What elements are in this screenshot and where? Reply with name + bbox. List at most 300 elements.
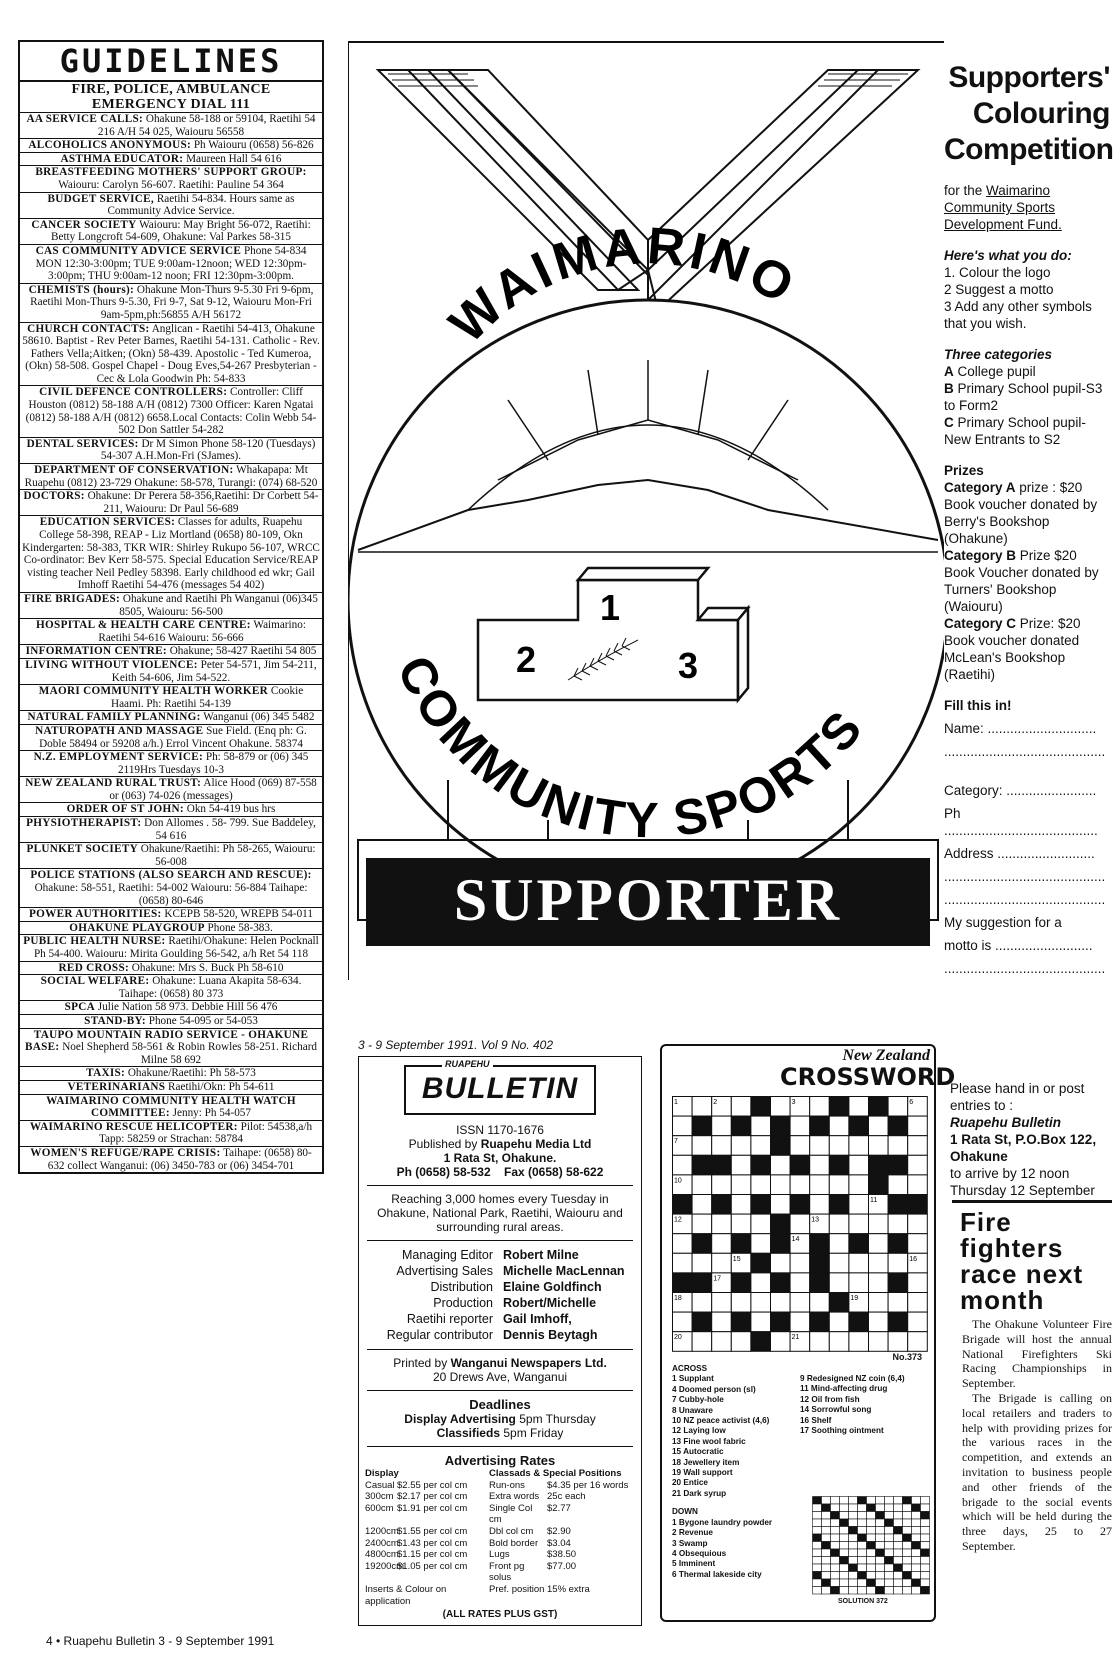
white-cell (869, 1312, 889, 1332)
solution-cell (822, 1572, 831, 1580)
across-clue: 17 Soothing ointment (800, 1426, 884, 1436)
solution-cell (840, 1519, 849, 1527)
solution-cell (867, 1564, 876, 1572)
guideline-text: Anglican - Raetihi 54-413, Ohakune 58610. Baptist - Rev Peter Barnes, Raetihi 54-131. Catholic - Rev. Fathers Vella;Aitken; (Okn) 58-439. Apostolic - Ted Kumeroa, (Okn) 58-508. Gospel Chapel - Doug Eves,54-267 Presbyterian - Cec & Lola Goodwin Ph: 54-833 (22, 322, 320, 385)
white-cell (810, 1332, 830, 1352)
guidelines-panel (18, 40, 324, 1174)
solution-cell (831, 1542, 840, 1550)
solution-cell (858, 1542, 867, 1550)
solution-cell (912, 1534, 921, 1542)
white-cell (790, 1214, 810, 1234)
guideline-text: Waiouru: Carolyn 56-607. Raetihi: Pauline 54 364 (58, 178, 284, 191)
solution-cell (831, 1557, 840, 1565)
prize-b: Category B Prize $20 Book Voucher donated by Turners' Bookshop (Waiouru) (944, 548, 1099, 614)
white-cell (673, 1155, 693, 1175)
white-cell (771, 1175, 791, 1195)
bulletin-info-box (358, 1056, 642, 1626)
solution-cell (822, 1549, 831, 1557)
solution-cell (849, 1534, 858, 1542)
white-cell (790, 1273, 810, 1293)
guideline-title: ALCOHOLICS ANONYMOUS: (28, 139, 192, 152)
black-cell (849, 1312, 869, 1332)
solution-cell (894, 1564, 903, 1572)
down-clue: 2 Revenue (672, 1528, 713, 1538)
staff-role: Distribution (430, 1280, 493, 1294)
solution-cell (849, 1587, 858, 1595)
guideline-title: SOCIAL WELFARE: (40, 975, 150, 988)
solution-cell (822, 1587, 831, 1595)
white-cell (869, 1253, 889, 1273)
black-cell (771, 1116, 791, 1136)
solution-cell (876, 1587, 885, 1595)
cell-number: 16 (909, 1255, 917, 1263)
across-clue: 16 Shelf (800, 1415, 832, 1425)
solution-cell (876, 1512, 885, 1520)
cell-number: 15 (732, 1255, 741, 1263)
black-cell (829, 1293, 849, 1313)
solution-cell (840, 1564, 849, 1572)
guideline-entry (20, 1029, 322, 1068)
guideline-text: Raetihi/Okn: Ph 54-611 (165, 1080, 275, 1093)
address-field-cont[interactable]: ........................................... (944, 869, 1106, 884)
white-cell (908, 1273, 928, 1293)
black-cell (751, 1253, 771, 1273)
guideline-title: PHYSIOTHERAPIST: (26, 817, 142, 830)
guideline-title: FIRE, POLICE, AMBULANCE EMERGENCY DIAL 111 (71, 82, 271, 112)
white-cell (771, 1195, 791, 1215)
white-cell (790, 1253, 810, 1273)
guideline-title: OHAKUNE PLAYGROUP (69, 921, 205, 934)
guideline-text: Ph Waiouru (0658) 56-826 (191, 139, 314, 152)
guideline-text: Sue Field. (Enq ph: G. Doble 58494 or 59208 a/h.) Errol Vincent Ohakune. 58374 (39, 724, 307, 750)
white-cell (751, 1273, 771, 1293)
white-cell (731, 1293, 751, 1313)
solution-cell (876, 1579, 885, 1587)
solution-cell (876, 1497, 885, 1505)
solution-cell (867, 1504, 876, 1512)
white-cell (888, 1332, 908, 1352)
guideline-text: Okn 54-419 bus hrs (183, 803, 276, 816)
cell-number: 7 (674, 1138, 678, 1146)
guideline-text: Controller: Cliff Houston (0812) 58-188 A/H (0812) 7300 Officer: Karen Ngatai (0812) 58-188 A/H (0812) 6658.Local Contacts: Colin Webb 54-502 Don Sattler 54-282 (25, 386, 317, 437)
entry-instructions: Please hand in or post entries to : Ruapehu Bulletin 1 Rata St, P.O.Box 122, Ohakune to arrive by 12 noon Thursday 12 September (950, 1080, 1110, 1199)
rate-cell: Front pg solus (489, 1560, 525, 1584)
white-cell (712, 1253, 732, 1273)
cell-number: 21 (791, 1334, 800, 1342)
solution-cell (813, 1519, 822, 1527)
solution-cell (885, 1572, 894, 1580)
white-cell (908, 1234, 928, 1254)
white-cell (673, 1234, 693, 1254)
solution-cell (894, 1557, 903, 1565)
guideline-title: NATURAL FAMILY PLANNING: (27, 711, 201, 724)
white-cell (673, 1253, 693, 1273)
white-cell (751, 1293, 771, 1313)
solution-cell (858, 1549, 867, 1557)
across-clue: 14 Sorrowful song (800, 1405, 872, 1415)
white-cell (771, 1097, 791, 1117)
guideline-title: WOMEN'S REFUGE/RAPE CRISIS: (30, 1146, 221, 1159)
across-clue: 15 Autocratic (672, 1447, 724, 1457)
guideline-text: Taihape: (0658) 80-632 collect Wanganui: (06) 3450-783 or (06) 3454-701 (47, 1146, 312, 1172)
display-deadline: Display Advertising 5pm Thursday (404, 1412, 596, 1426)
rate-cell: 25c each (547, 1491, 586, 1503)
guideline-title: STAND-BY: (84, 1014, 146, 1027)
solution-cell (903, 1534, 912, 1542)
solution-cell (921, 1504, 930, 1512)
guideline-text: Ohakune/Raetihi: Ph 58-265, Waiouru: 56-008 (137, 843, 316, 868)
solution-cell (921, 1527, 930, 1535)
rates-col-classads: Classads & Special Positions (489, 1468, 622, 1479)
white-cell (751, 1175, 771, 1195)
guideline-title: DOCTORS: (23, 490, 85, 503)
black-cell (692, 1116, 712, 1136)
white-cell (712, 1175, 732, 1195)
guideline-title: PUBLIC HEALTH NURSE: (23, 935, 166, 948)
solution-cell (903, 1579, 912, 1587)
white-cell (790, 1136, 810, 1156)
white-cell (849, 1097, 869, 1117)
solution-cell (849, 1564, 858, 1572)
crossword-grid[interactable] (672, 1096, 930, 1352)
solution-cell (840, 1527, 849, 1535)
guideline-text: Dr M Simon Phone 58-120 (Tuesdays) 54-307 A.H.Mon-Fri (SJames). (100, 437, 316, 463)
issn: ISSN 1170-1676 (456, 1123, 544, 1137)
white-cell (692, 1195, 712, 1215)
black-cell (731, 1234, 751, 1254)
white-cell (712, 1136, 732, 1156)
solution-cell (849, 1557, 858, 1565)
white-cell (869, 1136, 889, 1156)
fund-name: Waimarino Community Sports Development Fund. (944, 183, 1062, 232)
fire-headline: Fire fighters race next month (960, 1207, 1084, 1315)
guideline-entry (20, 908, 322, 922)
guideline-text: Waimarino: Raetihi 54-616 Waiouru: 56-666 (98, 619, 306, 644)
name-field-cont[interactable]: ........................................... (944, 744, 1106, 759)
guideline-title: CHURCH CONTACTS: (27, 322, 150, 335)
motto-field[interactable]: motto is .......................... (944, 938, 1093, 953)
solution-cell (894, 1572, 903, 1580)
crossword-panel (660, 1044, 956, 1622)
guideline-entry (20, 777, 322, 803)
white-cell (908, 1116, 928, 1136)
solution-cell (885, 1587, 894, 1595)
solution-cell (894, 1504, 903, 1512)
solution-cell (921, 1579, 930, 1587)
cell-number: 14 (791, 1236, 800, 1244)
black-cell (771, 1234, 791, 1254)
paper-name: Ruapehu Bulletin (950, 1115, 1061, 1130)
guideline-title: LIVING WITHOUT VIOLENCE: (25, 658, 198, 671)
across-clue: 7 Cubby-hole (672, 1395, 724, 1405)
crossword-number: No.373 (892, 1352, 922, 1362)
white-cell (849, 1214, 869, 1234)
white-cell (869, 1234, 889, 1254)
address-field[interactable]: Address .......................... (944, 846, 1095, 861)
guideline-entry (20, 1095, 322, 1121)
solution-cell (885, 1504, 894, 1512)
cell-number: 19 (850, 1295, 859, 1302)
guideline-title: CANCER SOCIETY (31, 218, 137, 231)
solution-cell (885, 1527, 894, 1535)
rate-cell: Dbl col cm (489, 1525, 534, 1537)
white-cell (829, 1116, 849, 1136)
black-cell (810, 1116, 830, 1136)
classified-deadline: Classifieds 5pm Friday (436, 1426, 564, 1440)
solution-cell (822, 1519, 831, 1527)
guideline-text: Phone 58-383. (204, 921, 273, 934)
motto-field-cont[interactable]: ........................................... (944, 961, 1106, 976)
solution-cell (858, 1504, 867, 1512)
black-cell (810, 1312, 830, 1332)
solution-cell (912, 1504, 921, 1512)
solution-cell (921, 1549, 930, 1557)
competition-intro: for the Waimarino Community Sports Development Fund. (944, 183, 1062, 232)
black-cell (731, 1312, 751, 1332)
white-cell (692, 1214, 712, 1234)
solution-cell (885, 1534, 894, 1542)
guideline-title: MAORI COMMUNITY HEALTH WORKER (38, 685, 269, 698)
guideline-text: Ph: 58-879 or (06) 345 2119Hrs Tuesdays 10-3 (118, 751, 309, 776)
across-heading: ACROSS (672, 1364, 708, 1373)
page-footer: 4 • Ruapehu Bulletin 3 - 9 September 1991 (46, 1634, 275, 1648)
guideline-text: Ohakune 58-188 or 59104, Raetihi 54 216 A/H 54 025, Waiouru 56558 (97, 113, 316, 138)
solution-cell (858, 1579, 867, 1587)
address-field-cont2[interactable]: ........................................... (944, 892, 1106, 907)
phone-field[interactable]: Ph ......................................... (944, 806, 1098, 838)
solution-cell (903, 1564, 912, 1572)
bulletin-masthead: RUAPEHU BULLETIN (404, 1065, 596, 1115)
solution-cell (894, 1527, 903, 1535)
white-cell (790, 1293, 810, 1313)
guideline-text: Cookie Haami. Ph: Raetihi 54-139 (111, 685, 304, 710)
printer-address: 20 Drews Ave, Wanganui (432, 1370, 568, 1384)
dateline: 3 - 9 September 1991. Vol 9 No. 402 (358, 1038, 554, 1052)
solution-cell (903, 1497, 912, 1505)
solution-label: SOLUTION 372 (838, 1598, 888, 1605)
guideline-entry (20, 711, 322, 725)
black-cell (888, 1155, 908, 1175)
competition-panel (944, 60, 1114, 977)
solution-cell (921, 1534, 930, 1542)
guideline-text: Ohakune and Raetihi Ph Wanganui (06)345 8505, Waiouru: 56-500 (119, 592, 318, 618)
guideline-text: Raetihi/Ohakune: Helen Pocknall Ph 54-400. Waiouru: Mirita Goulding 56-542, a/h Ret 54 118 (33, 935, 319, 960)
white-cell (712, 1312, 732, 1332)
step-3: 3 Add any other symbols that you wish. (944, 299, 1092, 331)
guideline-entry (20, 1147, 322, 1172)
white-cell (908, 1214, 928, 1234)
rate-cell: 300cm (365, 1491, 394, 1503)
solution-cell (840, 1572, 849, 1580)
guideline-entry (20, 685, 322, 711)
solution-cell (858, 1519, 867, 1527)
white-cell (692, 1136, 712, 1156)
guideline-title: BUDGET SERVICE, (47, 192, 155, 205)
solution-cell (831, 1534, 840, 1542)
guideline-entry (20, 153, 322, 167)
staff-role: Managing Editor (401, 1248, 493, 1262)
fire-paragraph-2: The Brigade is calling on local retailers and traders to help with providing prizes for the various races in the competition, and extends an invitation to business people and other friends of the brigade to the social events which will be held during the three days, 25 to 27 September. (962, 1390, 1112, 1553)
white-cell (771, 1293, 791, 1313)
guideline-text: Raetihi 54-834. Hours same as Community Advice Service. (107, 192, 295, 218)
name-field[interactable]: Name: ............................. (944, 721, 1097, 736)
solution-cell (822, 1557, 831, 1565)
white-cell (829, 1175, 849, 1195)
white-cell (673, 1312, 693, 1332)
solution-cell (903, 1572, 912, 1580)
guideline-entry (20, 803, 322, 817)
white-cell (908, 1136, 928, 1156)
guideline-entry (20, 751, 322, 777)
solution-cell (867, 1497, 876, 1505)
white-cell (829, 1312, 849, 1332)
across-clue: 4 Doomed person (sl) (672, 1384, 756, 1394)
step-2: 2 Suggest a motto (944, 282, 1054, 297)
guideline-title: CAS COMMUNITY ADVICE SERVICE (35, 244, 242, 257)
guideline-entry (20, 139, 322, 153)
guideline-text: Phone 54-834 MON 12:30-3:00pm; TUE 9:00am-12noon; WED 12:30pm-3:00pm; THU 9:00am-12 noon; FRI 12:30pm-3:00pm. (35, 244, 307, 283)
rate-cell: 4800cm (365, 1549, 399, 1561)
solution-cell (849, 1504, 858, 1512)
guideline-title: FIRE BRIGADES: (24, 592, 121, 605)
white-cell (712, 1234, 732, 1254)
sports-logo (348, 40, 944, 1032)
solution-cell (822, 1527, 831, 1535)
guideline-title: SPCA (64, 1001, 95, 1014)
white-cell (849, 1332, 869, 1352)
white-cell (712, 1293, 732, 1313)
rate-cell: $1.05 per col cm (397, 1560, 468, 1572)
black-cell (829, 1195, 849, 1215)
solution-cell (849, 1572, 858, 1580)
rate-cell: Extra words (489, 1491, 540, 1503)
guideline-title: VETERINARIANS (67, 1080, 166, 1093)
across-clue: 20 Entice (672, 1478, 708, 1488)
guideline-text: Peter 54-571, Jim 54-211, Keith 54-606, Jim 54-522. (111, 658, 317, 684)
rate-cell: $1.55 per col cm (397, 1525, 468, 1537)
guideline-text: Ohakune: Dr Perera 58-356,Raetihi: Dr Corbett 54-211, Waiouru: Dr Paul 56-689 (84, 490, 319, 515)
step-1: 1. Colour the logo (944, 265, 1051, 280)
black-cell (908, 1195, 928, 1215)
prize-c: Category C Prize: $20 Book voucher donated McLean's Bookshop (Raetihi) (944, 616, 1081, 682)
guideline-title: NATUROPATH AND MASSAGE (35, 724, 204, 737)
solution-cell (912, 1542, 921, 1550)
solution-cell (885, 1564, 894, 1572)
solution-cell (921, 1542, 930, 1550)
white-cell (692, 1293, 712, 1313)
guideline-title: RED CROSS: (58, 961, 129, 974)
guideline-entry (20, 245, 322, 284)
solution-cell (840, 1542, 849, 1550)
rate-cell: 19200cm (365, 1560, 405, 1572)
black-cell (810, 1273, 830, 1293)
black-cell (829, 1097, 849, 1117)
rate-cell: $1.15 per col cm (397, 1549, 468, 1561)
category-field[interactable]: Category: ........................ (944, 783, 1097, 798)
categories-heading: Three categories (944, 347, 1053, 362)
solution-cell (867, 1549, 876, 1557)
solution-cell (831, 1497, 840, 1505)
rate-cell: $2.55 per col cm (397, 1479, 468, 1491)
guideline-entry (20, 490, 322, 516)
rate-cell: $2.90 (547, 1525, 571, 1537)
podium-second: 2 (516, 639, 537, 680)
guideline-text: Jenny: Ph 54-057 (169, 1107, 251, 1120)
guideline-entry (20, 82, 322, 113)
rate-cell: $38.50 (547, 1549, 577, 1561)
guideline-title: HOSPITAL & HEALTH CARE CENTRE: (36, 619, 251, 632)
white-cell (731, 1214, 751, 1234)
solution-cell (894, 1519, 903, 1527)
publisher-address: 1 Rata St, Ohakune. (443, 1151, 557, 1165)
guideline-entry (20, 593, 322, 619)
black-cell (751, 1195, 771, 1215)
staff-name: Dennis Beytagh (503, 1328, 598, 1342)
solution-cell (840, 1587, 849, 1595)
guideline-entry (20, 219, 322, 245)
white-cell (810, 1293, 830, 1313)
prizes-heading: Prizes (944, 463, 984, 478)
guideline-title: CHEMISTS (hours): (28, 283, 135, 296)
guideline-entry (20, 1015, 322, 1029)
white-cell (692, 1253, 712, 1273)
form-heading: Fill this in! (944, 698, 1012, 713)
across-clue: 13 Fine wool fabric (672, 1436, 746, 1446)
rate-cell: $77.00 (547, 1560, 577, 1572)
steps-heading: Here's what you do: (944, 248, 1072, 263)
guideline-entry (20, 113, 322, 139)
solution-cell (849, 1549, 858, 1557)
guideline-text: Ohakune: 58-551, Raetihi: 54-002 Waiouru: 56-884 Taihape: (0658) 80-646 (34, 882, 308, 907)
black-cell (751, 1155, 771, 1175)
solution-cell (813, 1557, 822, 1565)
solution-cell (876, 1534, 885, 1542)
solution-cell (894, 1587, 903, 1595)
black-cell (771, 1136, 791, 1156)
guideline-title: AA SERVICE CALLS: (26, 113, 144, 125)
white-cell (712, 1116, 732, 1136)
deadline: to arrive by 12 noon Thursday 12 September (950, 1166, 1095, 1198)
white-cell (829, 1273, 849, 1293)
white-cell (869, 1332, 889, 1352)
black-cell (869, 1175, 889, 1195)
solution-cell (849, 1497, 858, 1505)
white-cell (790, 1312, 810, 1332)
white-cell (829, 1332, 849, 1352)
guideline-text: Whakapapa: Mt Ruapehu (0812) 23-729 Ohakune: 58-578, Turangi: (074) 68-520 (24, 464, 318, 489)
black-cell (731, 1116, 751, 1136)
guidelines-list (20, 82, 322, 1172)
solution-cell (876, 1549, 885, 1557)
solution-cell (840, 1549, 849, 1557)
guideline-entry (20, 284, 322, 323)
solution-cell (903, 1519, 912, 1527)
white-cell (869, 1116, 889, 1136)
cell-number: 11 (870, 1197, 878, 1204)
solution-cell (858, 1497, 867, 1505)
solution-cell (867, 1527, 876, 1535)
guideline-text: Waiouru: May Bright 56-072, Raetihi: Betty Longcroft 54-609, Ohakune: Val Parkes 58-315 (51, 218, 311, 244)
white-cell (849, 1136, 869, 1156)
solution-cell (813, 1527, 822, 1535)
white-cell (908, 1332, 928, 1352)
white-cell (888, 1214, 908, 1234)
rate-cell: Run-ons (489, 1479, 525, 1491)
solution-cell (885, 1557, 894, 1565)
solution-cell (858, 1534, 867, 1542)
across-clue: 12 Laying low (672, 1426, 726, 1436)
solution-cell (894, 1512, 903, 1520)
